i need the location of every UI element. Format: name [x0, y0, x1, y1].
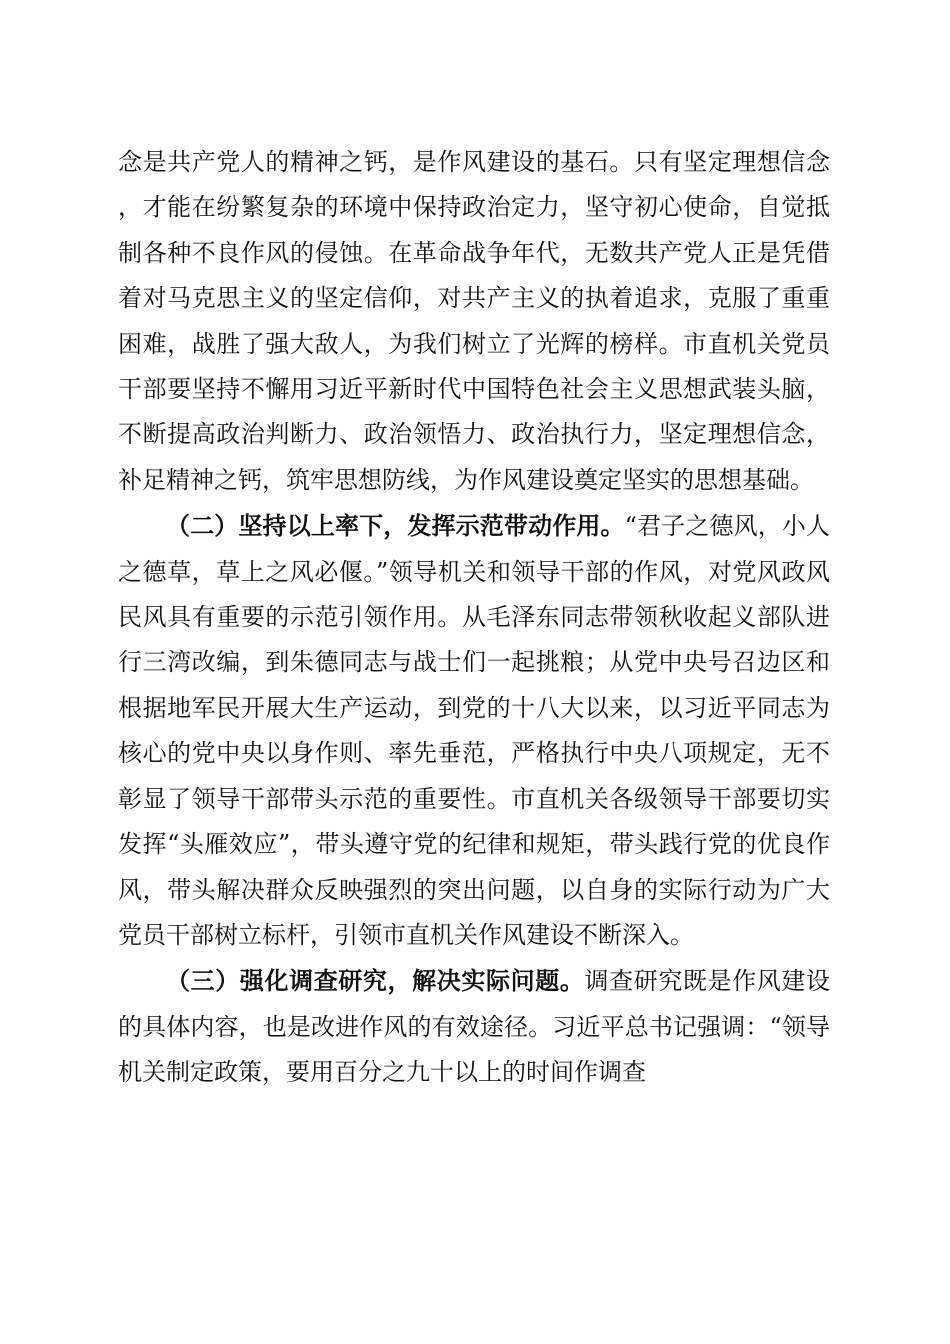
paragraph-body: “君子之德风，小人之德草，草上之风必偃。”领导机关和领导干部的作风，对党风政风民风具有重要的示范引领作用。从毛泽东同志带领秋收起义部队进行三湾改编，到朱德同志与战士们一起挑粮；从党中央号召边区和根据地军民开展大生产运动，到党的十八大以来，以习近平同志为核心的党中央以身作则、率先垂范，严格执行中央八项规定，无不彰显了领导干部带头示范的重要性。市直机关各级领导干部要切实发挥“头雁效应”，带头遵守党的纪律和规矩，带头践行党的优良作风，带头解决群众反映强烈的突出问题，以自身的实际行动为广大党员干部树立标杆，引领市直机关作风建设不断深入。: [118, 512, 830, 949]
document-body: [118, 140, 830, 1096]
paragraph-continued: [118, 140, 830, 503]
section-heading: （三）强化调查研究，解决实际问题。: [166, 966, 585, 996]
paragraph-body: 调查研究既是作风建设的具体内容，也是改进作风的有效途径。习近平总书记强调：“领导机关制定政策，要用百分之九十以上的时间作调查: [118, 967, 831, 1087]
section-heading: （二）坚持以上率下，发挥示范带动作用。: [166, 511, 625, 541]
paragraph-section-three: [118, 958, 830, 1095]
paragraph-body: 念是共产党人的精神之钙，是作风建设的基石。只有坚定理想信念，才能在纷繁复杂的环境中保持政治定力，坚守初心使命，自觉抵制各种不良作风的侵蚀。在革命战争年代，无数共产党人正是凭借着对马克思主义的坚定信仰，对共产主义的执着追求，克服了重重困难，战胜了强大敌人，为我们树立了光辉的榜样。市直机关党员干部要坚持不懈用习近平新时代中国特色社会主义思想武装头脑，不断提高政治判断力、政治领悟力、政治执行力，坚定理想信念，补足精神之钙，筑牢思想防线，为作风建设奠定坚实的思想基础。: [118, 148, 830, 494]
paragraph-section-two: [118, 503, 830, 958]
